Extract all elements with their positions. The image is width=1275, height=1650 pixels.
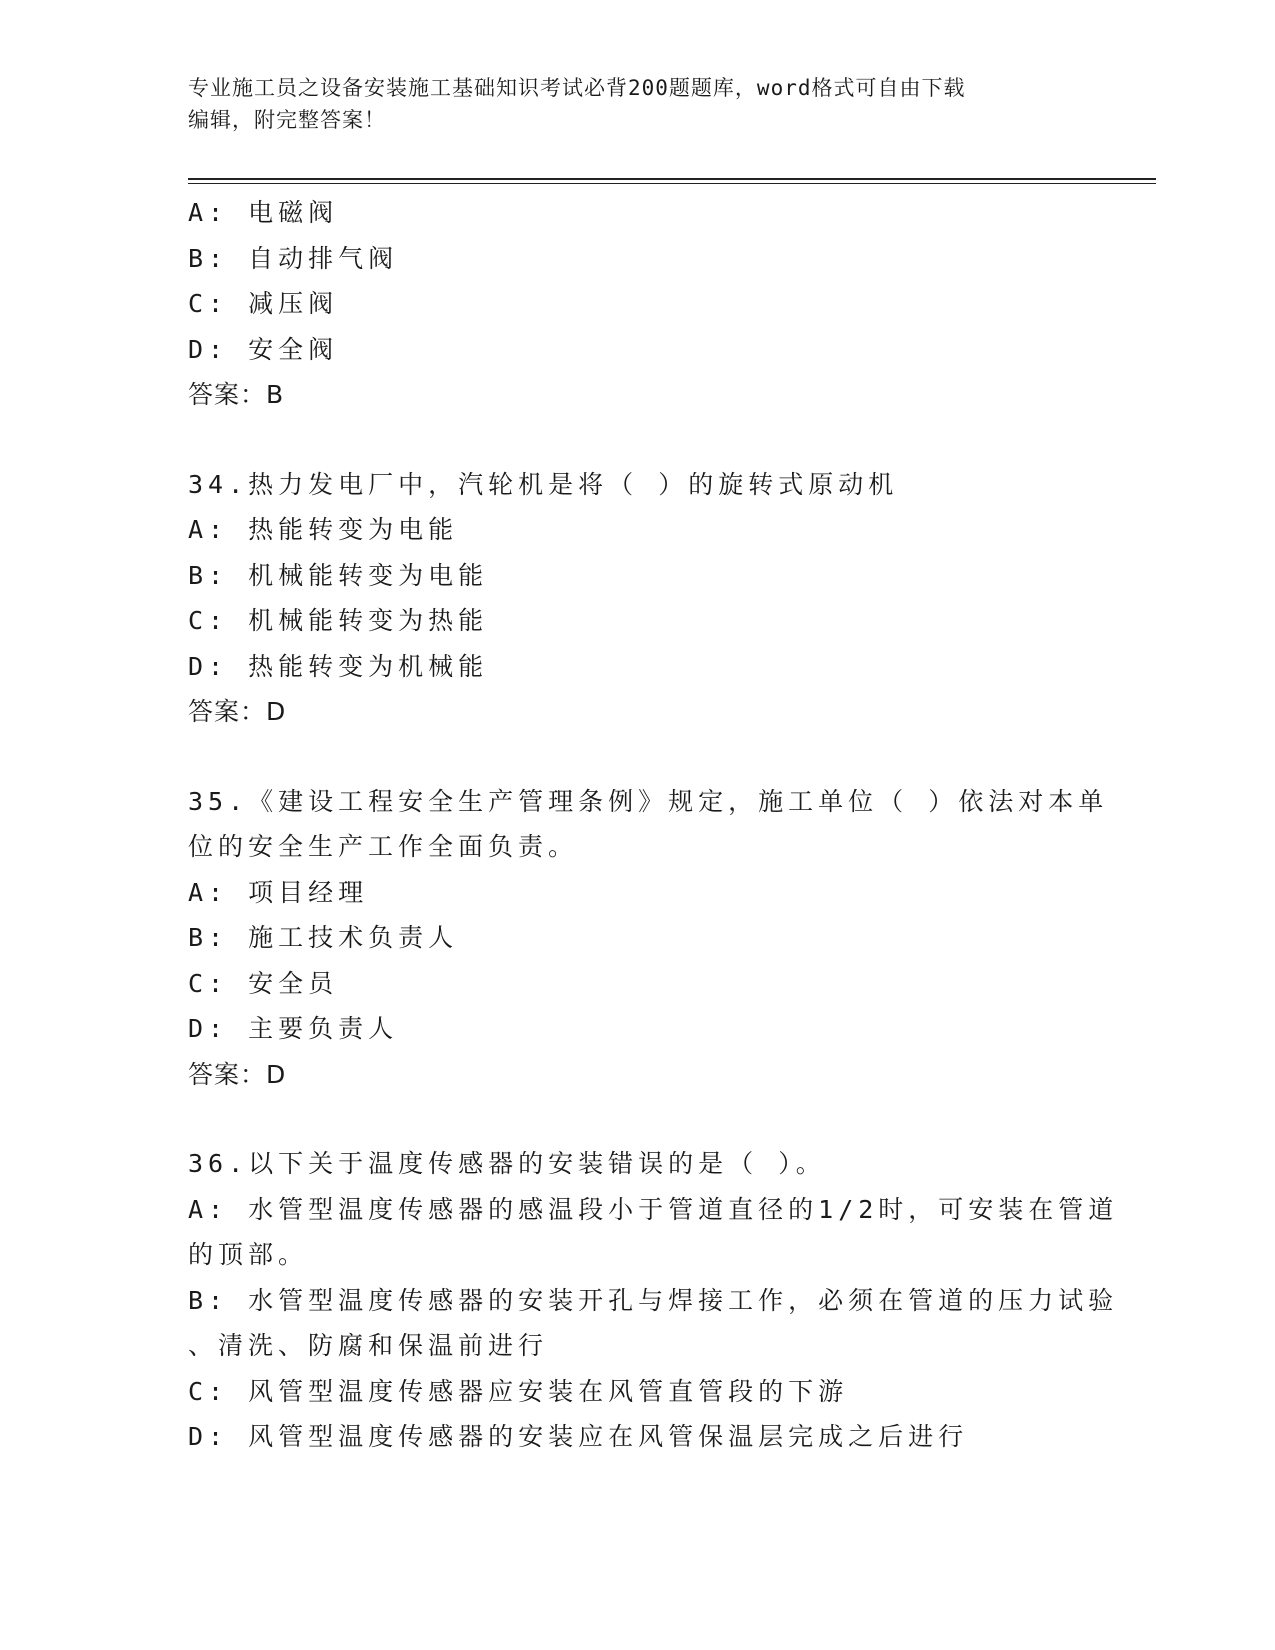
option-a: A: 项目经理	[188, 877, 369, 907]
answer: 答案：B	[188, 380, 285, 409]
question-stem-line-2: 位的安全生产工作全面负责。	[188, 832, 579, 861]
option-b: B: 机械能转变为电能	[188, 560, 489, 590]
option-a: A: 电磁阀	[188, 198, 339, 227]
question-35	[188, 779, 1108, 1098]
option-c: C: 安全员	[188, 968, 339, 998]
header-divider	[188, 178, 1156, 184]
question-stem: 34.热力发电厂中，汽轮机是将（ ）的旋转式原动机	[188, 469, 899, 499]
document-header	[188, 72, 1068, 136]
answer: 答案：D	[188, 1059, 287, 1089]
question-34	[188, 462, 1108, 735]
option-c: C: 风管型温度传感器应安装在风管直管段的下游	[188, 1376, 849, 1406]
header-line-2: 编辑，附完整答案！	[188, 108, 386, 132]
question-36	[188, 1141, 1119, 1460]
option-a: A: 热能转变为电能	[188, 515, 459, 544]
question-list	[188, 190, 1119, 1460]
option-b: B: 自动排气阀	[188, 243, 399, 273]
question-33	[188, 190, 1108, 418]
option-c: C: 机械能转变为热能	[188, 606, 489, 635]
header-line-1: 专业施工员之设备安装施工基础知识考试必背200题题库，word格式可自由下载	[188, 76, 966, 100]
option-a-line-2: 的顶部。	[188, 1240, 309, 1269]
option-b: B: 施工技术负责人	[188, 923, 459, 952]
option-d: D: 热能转变为机械能	[188, 651, 489, 681]
option-d: D: 主要负责人	[188, 1014, 399, 1043]
option-b-line-1: B: 水管型温度传感器的安装开孔与焊接工作，必须在管道的压力试验	[188, 1285, 1119, 1315]
option-d: D: 安全阀	[188, 334, 339, 364]
option-c: C: 减压阀	[188, 289, 339, 318]
question-stem: 36.以下关于温度传感器的安装错误的是（ ）。	[188, 1149, 826, 1178]
option-d: D: 风管型温度传感器的安装应在风管保温层完成之后进行	[188, 1422, 969, 1451]
option-b-line-2: 、清洗、防腐和保温前进行	[188, 1331, 549, 1360]
question-stem-line-1: 35.《建设工程安全生产管理条例》规定，施工单位（ ）依法对本单	[188, 786, 1109, 816]
option-a-line-1: A: 水管型温度传感器的感温段小于管道直径的1/2时，可安装在管道	[188, 1194, 1119, 1224]
answer: 答案：D	[188, 697, 287, 726]
